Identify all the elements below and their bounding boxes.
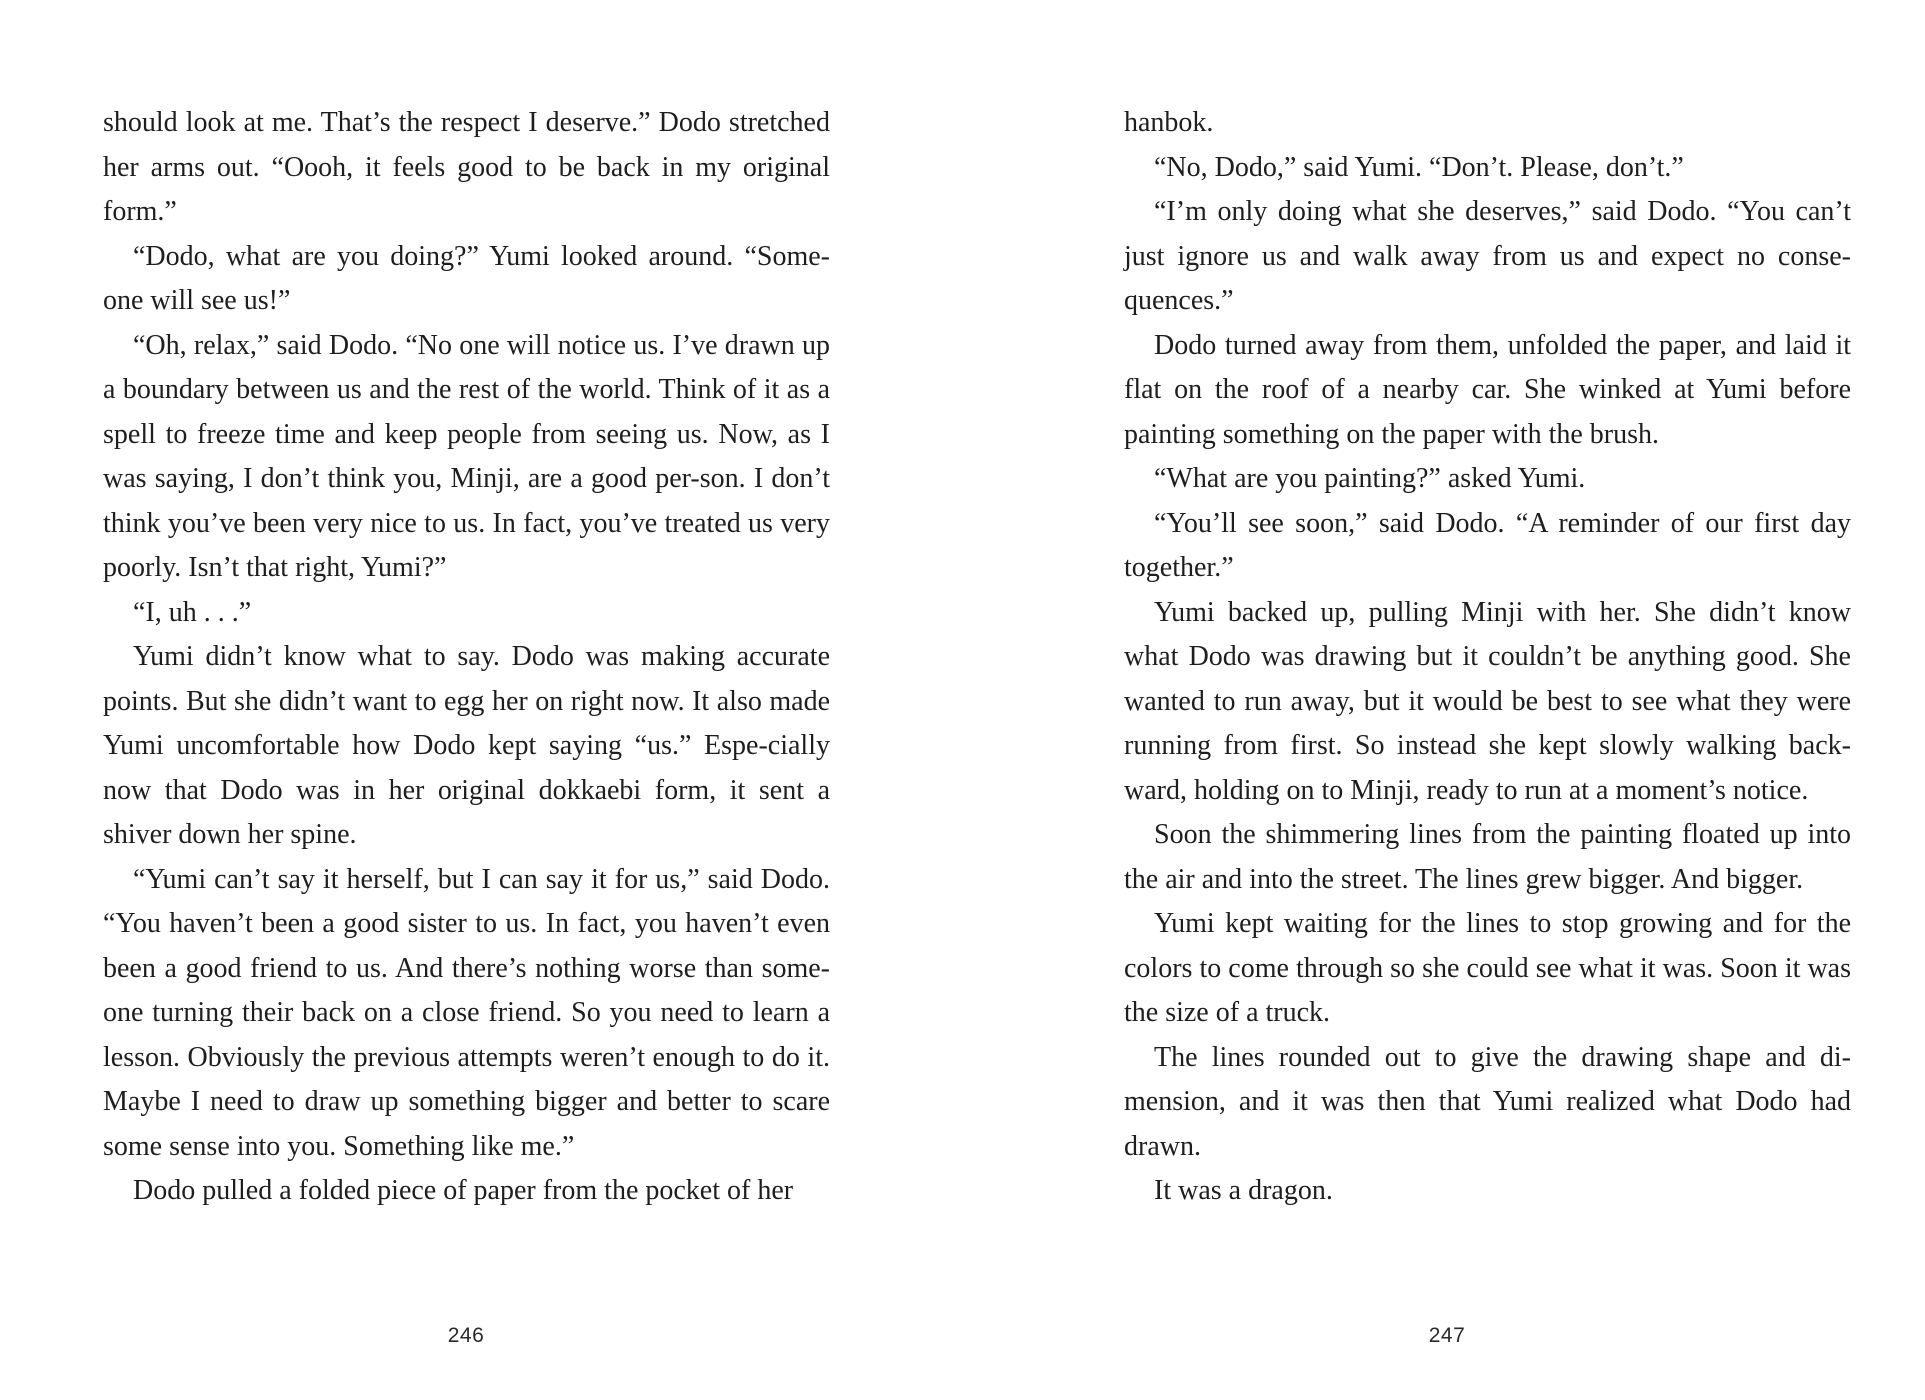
paragraph: Yumi didn’t know what to say. Dodo was making accurate points. But she didn’t want to egg her on right now. It also made Yumi uncomfortable how Dodo kept saying “us.” Espe-cially now that Dodo was in her original dokkaebi form, it sent a shiver down her spine. bbox=[103, 641, 830, 850]
left-page bbox=[0, 0, 962, 1400]
paragraph: “What are you painting?” asked Yumi. bbox=[1154, 463, 1586, 494]
paragraph: “Oh, relax,” said Dodo. “No one will notice us. I’ve drawn up a boundary between us and the rest of the world. Think of it as a spell to freeze time and keep people from seeing us. Now, as I was saying, I don’t think you, Minji, are a good per-son. I don’t think you’ve been very nice to us. In fact, you’ve treated us very poorly. Isn’t that right, Yumi?” bbox=[103, 329, 830, 583]
page-number-right: 247 bbox=[1428, 1324, 1466, 1347]
paragraph: It was a dragon. bbox=[1154, 1175, 1333, 1206]
paragraph: hanbok. bbox=[1124, 107, 1214, 138]
right-page bbox=[962, 0, 1925, 1400]
paragraph: “I’m only doing what she deserves,” said Dodo. “You can’t just ignore us and walk away from us and expect no conse-quences.” bbox=[1124, 196, 1851, 316]
paragraph: Yumi backed up, pulling Minji with her. She didn’t know what Dodo was drawing but it couldn’t be anything good. She wanted to run away, but it would be best to see what they were running from first. So instead she kept slowly walking back-ward, holding on to Minji, ready to run at a moment’s notice. bbox=[1124, 596, 1851, 806]
paragraph: Dodo pulled a folded piece of paper from the pocket of her bbox=[133, 1175, 794, 1206]
paragraph: should look at me. That’s the respect I deserve.” Dodo stretched her arms out. “Oooh, it feels good to be back in my original form.” bbox=[103, 107, 830, 227]
paragraph: Dodo turned away from them, unfolded the paper, and laid it flat on the roof of a nearby car. She winked at Yumi before painting something on the paper with the brush. bbox=[1124, 329, 1851, 450]
paragraph: Yumi kept waiting for the lines to stop growing and for the colors to come through so she could see what it was. Soon it was the size of a truck. bbox=[1124, 908, 1851, 1028]
paragraph: “Dodo, what are you doing?” Yumi looked around. “Some-one will see us!” bbox=[103, 240, 830, 316]
paragraph: Soon the shimmering lines from the painting floated up into the air and into the street. The lines grew bigger. And bigger. bbox=[1124, 819, 1851, 895]
paragraph: “Yumi can’t say it herself, but I can say it for us,” said Dodo. “You haven’t been a good sister to us. In fact, you haven’t even been a good friend to us. And there’s nothing worse than some-one turning their back on a close friend. So you need to learn a lesson. Obviously the previous attempts weren’t enough to do it. Maybe I need to draw up something bigger and better to scare some sense into you. Something like me.” bbox=[103, 863, 830, 1162]
left-page-text bbox=[103, 101, 830, 1214]
page-number-left: 246 bbox=[447, 1324, 485, 1347]
right-page-text bbox=[1124, 101, 1851, 1214]
paragraph: “No, Dodo,” said Yumi. “Don’t. Please, don’t.” bbox=[1154, 151, 1684, 183]
paragraph: The lines rounded out to give the drawing shape and di-mension, and it was then that Yumi realized what Dodo had drawn. bbox=[1124, 1041, 1851, 1162]
paragraph: “You’ll see soon,” said Dodo. “A reminder of our first day together.” bbox=[1124, 507, 1851, 583]
paragraph: “I, uh . . .” bbox=[133, 596, 252, 628]
